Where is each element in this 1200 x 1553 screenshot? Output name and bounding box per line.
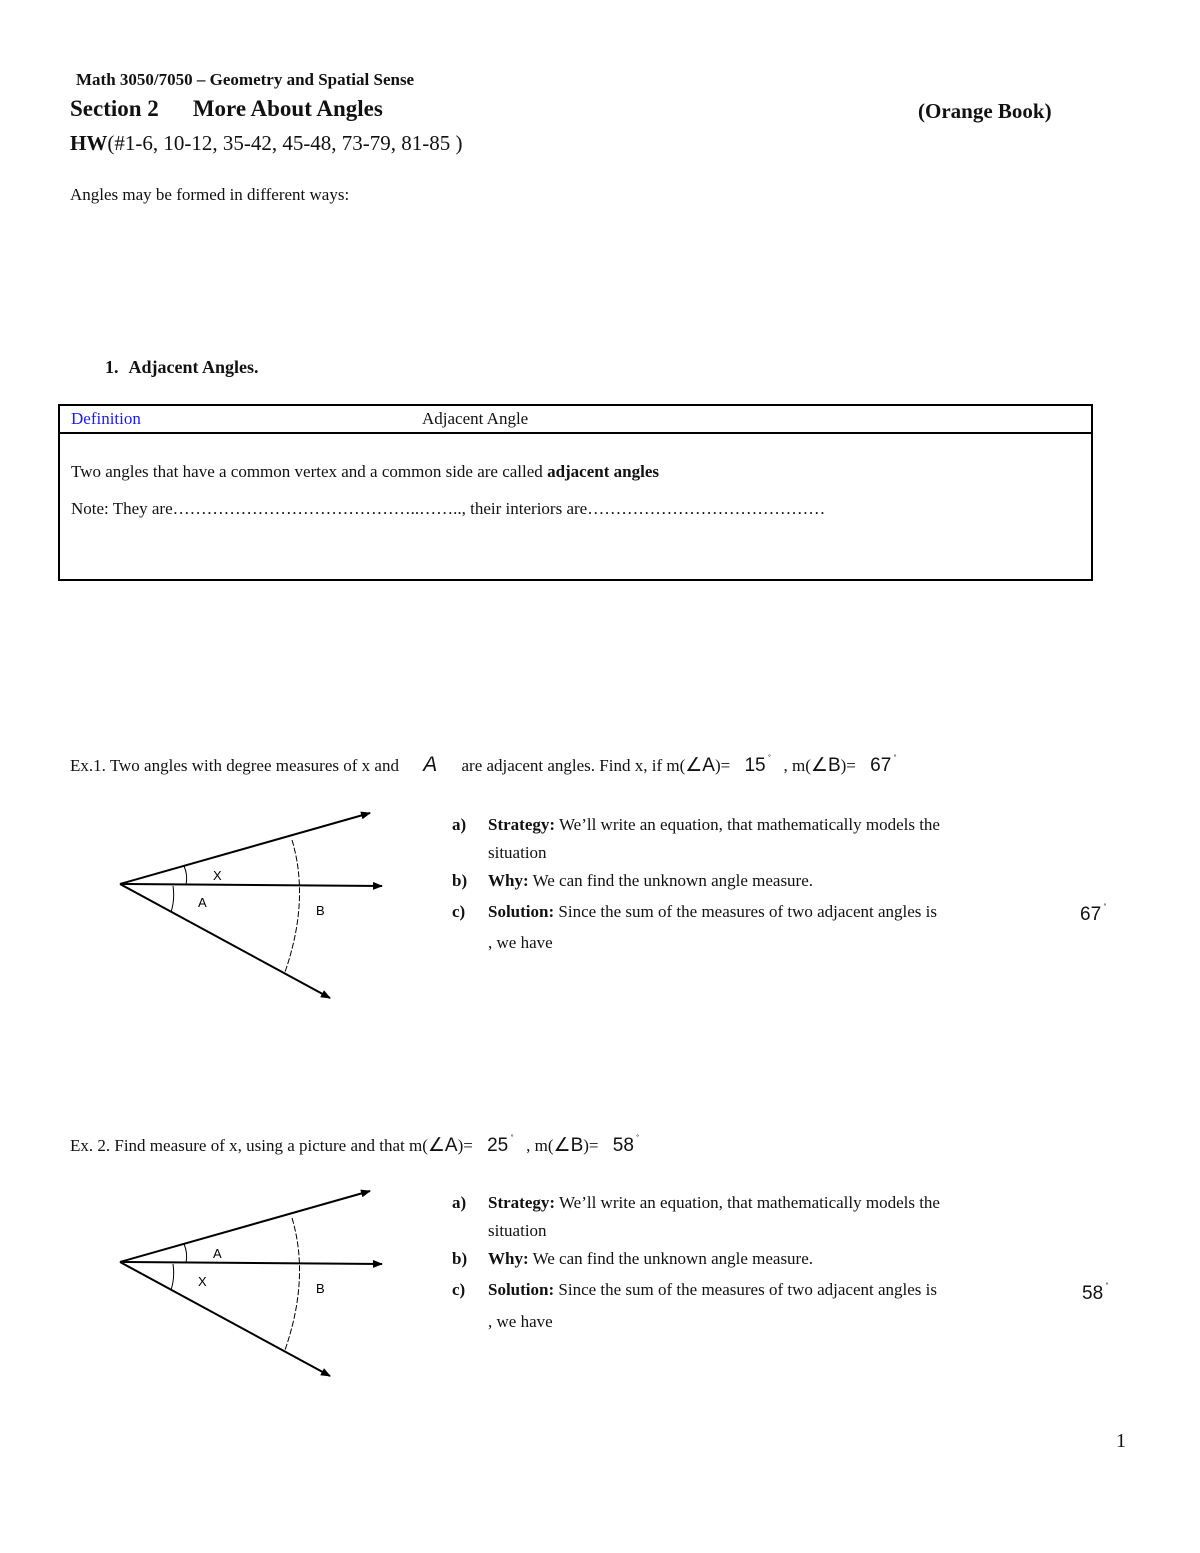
intro-text: Angles may be formed in different ways: bbox=[70, 185, 350, 204]
book-reference: (Orange Book) bbox=[918, 99, 1052, 123]
ex2-degree-b: ˚ bbox=[635, 1133, 640, 1145]
ex2-value-b: 58 bbox=[612, 1135, 634, 1156]
ex1-sum-value bbox=[1080, 902, 1107, 926]
ex2-eq-b: )= bbox=[583, 1136, 599, 1155]
ex1-middle-ray bbox=[120, 884, 382, 886]
ex1-prompt-text-2: are adjacent angles. Find x, if m( bbox=[461, 756, 686, 775]
ex1-step-c-text: Since the sum of the measures of two adjacent angles is bbox=[554, 902, 938, 921]
topic-title: Adjacent Angles. bbox=[128, 357, 259, 377]
ex1-step-c-body bbox=[488, 902, 937, 922]
ex1-label-upper: X bbox=[213, 868, 222, 883]
ex2-prompt-text: Ex. 2. Find measure of x, using a picture and that m( bbox=[70, 1136, 428, 1155]
ex2-mid: , m( bbox=[526, 1136, 554, 1155]
ex1-step-c-label: c) bbox=[452, 902, 466, 921]
course-title: Math 3050/7050 – Geometry and Spatial Sense bbox=[76, 70, 415, 89]
ex1-step-b-bold: Why: bbox=[488, 871, 529, 890]
ex1-mid: , m( bbox=[783, 756, 811, 775]
section-topic: More About Angles bbox=[192, 96, 383, 121]
ex1-eq-a: )= bbox=[714, 756, 731, 775]
topic-heading bbox=[105, 357, 259, 378]
ex1-step-b-text: We can find the unknown angle measure. bbox=[528, 871, 814, 890]
ex2-step-c-text: Since the sum of the measures of two adjacent angles is bbox=[554, 1280, 938, 1299]
ex1-step-a-text: We’ll write an equation, that mathematically models the bbox=[555, 815, 940, 834]
ex2-middle-ray bbox=[120, 1262, 382, 1264]
ex1-step-a-body bbox=[488, 815, 940, 835]
topic-number: 1. bbox=[105, 357, 119, 377]
ex2-lower-ray bbox=[120, 1262, 330, 1376]
definition-text bbox=[71, 462, 659, 482]
ex2-eq-a: )= bbox=[457, 1136, 473, 1155]
ex2-step-c-bold: Solution: bbox=[488, 1280, 555, 1299]
ex1-upper-ray bbox=[120, 813, 370, 884]
ex2-step-a-text: We’ll write an equation, that mathematically models the bbox=[555, 1193, 940, 1212]
ex1-angle-b: ∠B bbox=[810, 755, 841, 776]
ex2-step-b-label: b) bbox=[452, 1249, 468, 1268]
ex1-label-outer: B bbox=[316, 903, 325, 918]
ex2-upper-ray bbox=[120, 1191, 370, 1262]
ex2-arc-outer bbox=[285, 1218, 300, 1350]
definition-term: Adjacent Angle bbox=[422, 409, 529, 428]
ex1-angle-diagram bbox=[100, 800, 400, 1010]
ex2-prompt bbox=[70, 1133, 640, 1157]
ex2-sum-number: 58 bbox=[1082, 1283, 1104, 1304]
hw-prefix: HW bbox=[70, 131, 108, 155]
ex2-arc-upper bbox=[184, 1244, 187, 1263]
definition-label: Definition bbox=[71, 409, 141, 428]
ex2-angle-diagram bbox=[100, 1178, 400, 1388]
ex1-arc-lower bbox=[171, 886, 174, 912]
ex1-arc-upper bbox=[184, 866, 187, 885]
ex1-angle-symbol: A bbox=[423, 753, 438, 776]
ex2-step-b-text: We can find the unknown angle measure. bbox=[528, 1249, 814, 1268]
ex2-angle-a: ∠A bbox=[427, 1135, 458, 1156]
ex1-sum-degree: ˚ bbox=[1103, 902, 1107, 914]
ex1-label-lower: A bbox=[198, 895, 207, 910]
ex2-step-a-bold: Strategy: bbox=[488, 1193, 556, 1212]
definition-bold-term: adjacent angles bbox=[547, 462, 659, 481]
ex1-degree-b: ˚ bbox=[893, 753, 897, 765]
ex1-step-a-cont: situation bbox=[488, 843, 547, 862]
definition-text-main: Two angles that have a common vertex and a common side are called bbox=[71, 462, 548, 481]
hw-list: (#1-6, 10-12, 35-42, 45-48, 73-79, 81-85 ) bbox=[107, 131, 463, 155]
definition-box bbox=[58, 404, 1093, 581]
ex1-lower-ray bbox=[120, 884, 330, 998]
definition-note: Note: They are……………………………………..…….., their interiors are…………………………………… bbox=[71, 499, 826, 518]
ex1-step-a-label: a) bbox=[452, 815, 467, 834]
ex1-value-b: 67 bbox=[870, 755, 892, 776]
ex2-sum-degree: ˚ bbox=[1105, 1281, 1109, 1293]
ex1-step-c-bold: Solution: bbox=[488, 902, 555, 921]
ex2-step-a-cont: situation bbox=[488, 1221, 547, 1240]
ex1-step-b-label: b) bbox=[452, 871, 468, 890]
ex1-prompt bbox=[70, 753, 897, 777]
ex1-sum-number: 67 bbox=[1080, 904, 1102, 925]
ex1-eq-b: )= bbox=[840, 756, 856, 775]
ex2-step-c-cont: , we have bbox=[488, 1312, 553, 1331]
ex2-degree-a: ˚ bbox=[510, 1133, 514, 1145]
ex1-degree-a: ˚ bbox=[767, 753, 772, 765]
ex1-step-c-cont: , we have bbox=[488, 933, 553, 952]
definition-header bbox=[60, 406, 1091, 434]
ex2-label-outer: B bbox=[316, 1281, 325, 1296]
ex2-step-b-body bbox=[488, 1249, 813, 1269]
ex1-angle-a: ∠A bbox=[685, 755, 715, 776]
ex2-step-a-body bbox=[488, 1193, 940, 1213]
ex2-arc-lower bbox=[171, 1264, 174, 1290]
page-number: 1 bbox=[1116, 1430, 1126, 1452]
ex1-prompt-text: Ex.1. Two angles with degree measures of x and bbox=[70, 756, 399, 775]
ex2-angle-b: ∠B bbox=[553, 1135, 584, 1156]
ex1-step-a-bold: Strategy: bbox=[488, 815, 556, 834]
ex2-step-c-label: c) bbox=[452, 1280, 466, 1299]
ex1-arc-outer bbox=[285, 840, 300, 972]
homework-line bbox=[70, 131, 463, 156]
ex1-step-b-body bbox=[488, 871, 813, 891]
ex2-value-a: 25 bbox=[487, 1135, 509, 1156]
ex2-step-a-label: a) bbox=[452, 1193, 467, 1212]
ex2-step-c-body bbox=[488, 1280, 937, 1300]
ex2-sum-value bbox=[1082, 1281, 1109, 1305]
ex1-value-a: 15 bbox=[744, 755, 766, 776]
section-label: Section 2 bbox=[70, 96, 159, 121]
ex2-label-lower: X bbox=[198, 1274, 207, 1289]
ex2-label-upper: A bbox=[213, 1246, 222, 1261]
section-heading bbox=[70, 96, 383, 122]
ex2-step-b-bold: Why: bbox=[488, 1249, 529, 1268]
